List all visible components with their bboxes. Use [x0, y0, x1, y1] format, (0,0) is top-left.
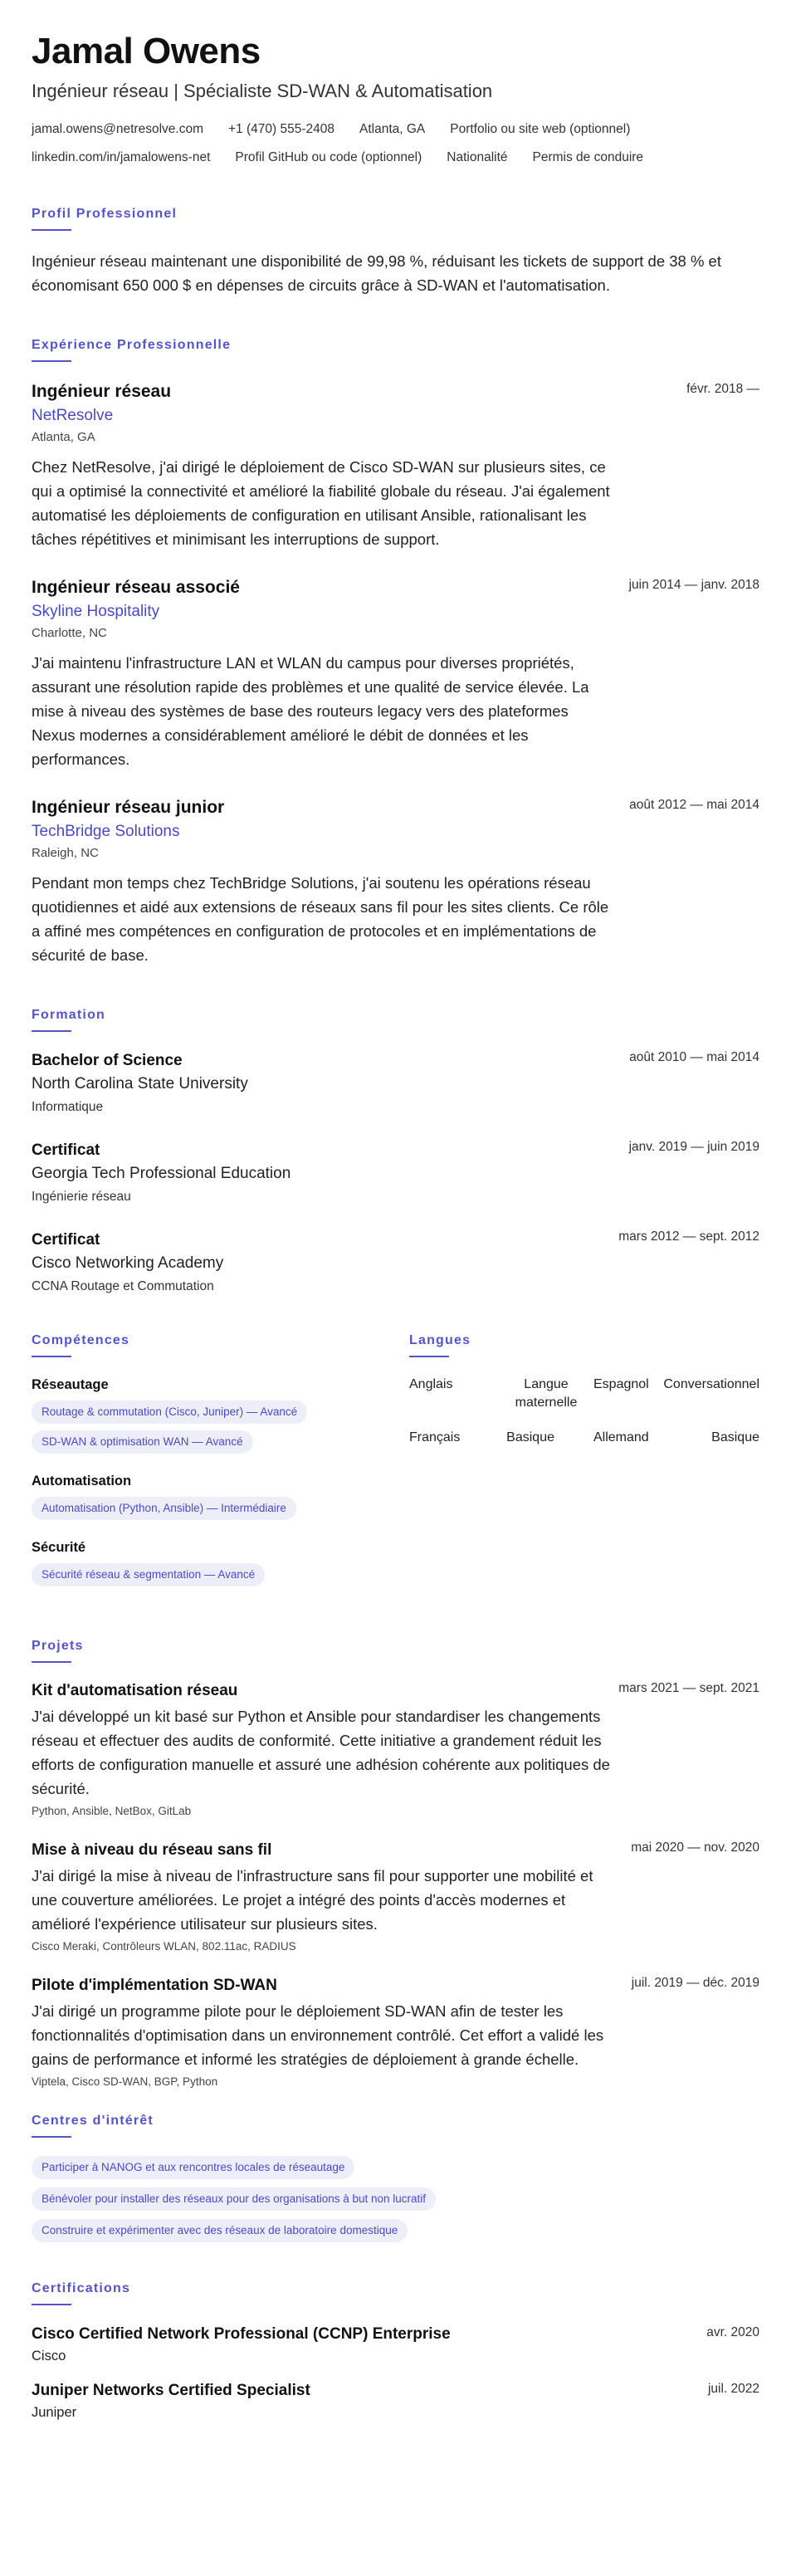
- project-technologies: Viptela, Cisco SD-WAN, BGP, Python: [32, 2075, 218, 2088]
- profile-section: [32, 206, 759, 297]
- field-of-study: CCNA Routage et Commutation: [32, 1279, 214, 1293]
- section-divider: [32, 1661, 71, 1663]
- project-title: Mise à niveau du réseau sans fil: [32, 1841, 272, 1859]
- certification-name: Juniper Networks Certified Specialist: [32, 2382, 310, 2399]
- contact-linkedin[interactable]: linkedin.com/in/jamalowens-net: [32, 150, 211, 164]
- skills-section: [32, 1332, 409, 1605]
- contact-portfolio[interactable]: Portfolio ou site web (optionnel): [450, 122, 631, 136]
- company-name: Skyline Hospitality: [32, 603, 160, 620]
- degree: Bachelor of Science: [32, 1052, 183, 1069]
- entry-date: janv. 2019 — juin 2019: [628, 1140, 759, 1154]
- entry-date: août 2010 — mai 2014: [629, 1050, 759, 1064]
- job-title: Ingénieur réseau junior: [32, 798, 225, 817]
- contact-github[interactable]: Profil GitHub ou code (optionnel): [235, 150, 422, 164]
- job-title: Ingénieur réseau associé: [32, 578, 240, 597]
- project-technologies: Python, Ansible, NetBox, GitLab: [32, 1805, 192, 1817]
- company-name: NetResolve: [32, 407, 114, 424]
- project-entry: [32, 1840, 759, 1954]
- section-title: Compétences: [32, 1333, 130, 1347]
- degree: Certificat: [32, 1231, 100, 1249]
- skill-tag: Sécurité réseau & segmentation — Avancé: [32, 1563, 265, 1586]
- interest-tag: Construire et expérimenter avec des réseaux de laboratoire domestique: [32, 2219, 408, 2242]
- section-title: Certifications: [32, 2281, 131, 2295]
- certification-name: Cisco Certified Network Professional (CCNP) Enterprise: [32, 2325, 451, 2343]
- language-level: Basique: [711, 1430, 759, 1444]
- profile-summary: Ingénieur réseau maintenant une disponibilité de 99,98 %, réduisant les tickets de support de 38 % et économisant 650 000 $ en dépenses de circuits grâce à SD-WAN et l'automatisation.: [32, 252, 721, 294]
- language-name: Allemand: [593, 1430, 649, 1444]
- education-entry: [32, 1140, 759, 1206]
- section-divider: [32, 229, 71, 231]
- project-description: J'ai dirigé la mise à niveau de l'infrastructure sans fil pour supporter une mobilité et une couverture améliorées. Le projet a intégré des points d'accès modernes et amélioré l'expérience utilisateur sur plusieurs sites.: [32, 1867, 593, 1933]
- project-entry: [32, 1681, 759, 1819]
- contact-phone[interactable]: +1 (470) 555-2408: [228, 122, 334, 136]
- job-location: Atlanta, GA: [32, 430, 95, 444]
- education-section: [32, 1007, 759, 1296]
- experience-entry: [32, 796, 759, 967]
- section-title: Expérience Professionnelle: [32, 338, 232, 352]
- section-divider: [32, 360, 71, 362]
- section-divider: [32, 1356, 71, 1357]
- project-technologies: Cisco Meraki, Contrôleurs WLAN, 802.11ac, RADIUS: [32, 1940, 296, 1953]
- entry-date: avr. 2020: [706, 2325, 759, 2339]
- education-entry: [32, 1050, 759, 1117]
- section-divider: [409, 1356, 449, 1357]
- school-name: Cisco Networking Academy: [32, 1254, 224, 1272]
- field-of-study: Ingénierie réseau: [32, 1190, 131, 1204]
- language-level: Basique: [506, 1430, 554, 1444]
- language-item: [579, 1376, 759, 1412]
- contact-location: Atlanta, GA: [359, 122, 426, 136]
- education-entry: [32, 1229, 759, 1296]
- project-title: Kit d'automatisation réseau: [32, 1682, 238, 1699]
- projects-section: [32, 1638, 759, 2090]
- degree: Certificat: [32, 1141, 100, 1159]
- skill-group: [32, 1538, 409, 1586]
- job-title: Ingénieur réseau: [32, 382, 172, 401]
- skill-tag: Automatisation (Python, Ansible) — Intermédiaire: [32, 1497, 296, 1520]
- entry-date: août 2012 — mai 2014: [629, 798, 759, 812]
- field-of-study: Informatique: [32, 1100, 104, 1114]
- section-title: Langues: [409, 1333, 471, 1347]
- section-divider: [32, 2136, 71, 2138]
- section-divider: [32, 2304, 71, 2305]
- entry-date: mai 2020 — nov. 2020: [631, 1840, 759, 1855]
- language-item: [409, 1429, 579, 1447]
- experience-section: [32, 337, 759, 967]
- project-description: J'ai dirigé un programme pilote pour le déploiement SD-WAN afin de tester les fonctionnalités d'optimisation dans un environnement contrôlé. Cet effort a validé les gains de performance et informé les stratégies de déploiement à grande échelle.: [32, 2002, 604, 2068]
- project-description: J'ai développé un kit basé sur Python et Ansible pour standardiser les changements réseau et effectuer des audits de conformité. Cette initiative a grandement réduit les efforts de configuration manuelle et assuré une adhésion cohérente aux politiques de sécurité.: [32, 1708, 610, 1797]
- skill-tag: SD-WAN & optimisation WAN — Avancé: [32, 1430, 253, 1454]
- job-location: Raleigh, NC: [32, 846, 99, 860]
- certification-entry: [32, 2324, 759, 2365]
- entry-date: juin 2014 — janv. 2018: [628, 578, 759, 592]
- interest-tag: Bénévoler pour installer des réseaux pour des organisations à but non lucratif: [32, 2187, 436, 2211]
- certification-entry: [32, 2380, 759, 2422]
- language-item: [409, 1376, 579, 1412]
- project-title: Pilote d'implémentation SD-WAN: [32, 1977, 277, 1994]
- section-title: Profil Professionnel: [32, 207, 178, 221]
- certifications-section: [32, 2280, 759, 2422]
- interests-section: [32, 2113, 759, 2251]
- language-level: Langue maternelle: [515, 1377, 578, 1410]
- entry-date: mars 2021 — sept. 2021: [618, 1681, 759, 1695]
- school-name: Georgia Tech Professional Education: [32, 1165, 291, 1182]
- job-description: Chez NetResolve, j'ai dirigé le déploiement de Cisco SD-WAN sur plusieurs sites, ce qui a optimisé la connectivité et amélioré la fiabilité globale du réseau. J'ai également automatisé les déploiements de configuration en utilisant Ansible, rationalisant les tâches répétitives et minimisant les interruptions de support.: [32, 458, 610, 548]
- contact-email[interactable]: jamal.owens@netresolve.com: [32, 122, 203, 136]
- job-location: Charlotte, NC: [32, 626, 107, 640]
- skill-group-name: Réseautage: [32, 1377, 109, 1392]
- entry-date: mars 2012 — sept. 2012: [618, 1229, 759, 1244]
- section-title: Projets: [32, 1639, 84, 1653]
- skill-group-name: Sécurité: [32, 1540, 86, 1555]
- skill-group: [32, 1376, 409, 1454]
- certification-issuer: Juniper: [32, 2405, 77, 2420]
- experience-entry: [32, 576, 759, 771]
- section-title: Centres d'intérêt: [32, 2114, 154, 2128]
- contact-nationality: Nationalité: [447, 150, 508, 164]
- section-title: Formation: [32, 1008, 106, 1022]
- contact-driving-license: Permis de conduire: [532, 150, 644, 164]
- skill-tag: Routage & commutation (Cisco, Juniper) — Avancé: [32, 1400, 307, 1424]
- skill-group-name: Automatisation: [32, 1474, 132, 1488]
- entry-date: juil. 2022: [707, 2382, 759, 2396]
- job-description: J'ai maintenu l'infrastructure LAN et WLAN du campus pour diverses propriétés, assurant une résolution rapide des problèmes et une qualité de service élevée. La mise à niveau des systèmes de base des routeurs legacy vers des plateformes Nexus modernes a considérablement amélioré le débit de données et les performances.: [32, 654, 589, 768]
- language-name: Anglais: [409, 1377, 453, 1391]
- candidate-name: Jamal Owens: [32, 31, 261, 71]
- skill-group: [32, 1472, 409, 1520]
- language-item: [579, 1429, 759, 1447]
- candidate-headline: Ingénieur réseau | Spécialiste SD-WAN & Automatisation: [32, 81, 493, 101]
- certification-issuer: Cisco: [32, 2349, 66, 2363]
- project-entry: [32, 1976, 759, 2090]
- interest-tag: Participer à NANOG et aux rencontres locales de réseautage: [32, 2156, 354, 2179]
- school-name: North Carolina State University: [32, 1075, 248, 1092]
- resume-header: [32, 30, 759, 166]
- section-divider: [32, 1030, 71, 1032]
- entry-date: févr. 2018 —: [686, 382, 759, 396]
- experience-entry: [32, 380, 759, 551]
- language-name: Français: [409, 1430, 461, 1444]
- job-description: Pendant mon temps chez TechBridge Solutions, j'ai soutenu les opérations réseau quotidiennes et aidé aux extensions de réseaux sans fil pour les sites clients. Ce rôle a affiné mes compétences en configuration de protocoles et en implémentations de sécurité de base.: [32, 874, 609, 964]
- entry-date: juil. 2019 — déc. 2019: [631, 1976, 759, 1990]
- languages-section: [409, 1332, 759, 1605]
- language-name: Espagnol: [593, 1377, 649, 1391]
- skills-languages-row: [32, 1332, 759, 1605]
- company-name: TechBridge Solutions: [32, 823, 180, 840]
- language-level: Conversationnel: [663, 1377, 759, 1391]
- contact-list: [32, 121, 759, 166]
